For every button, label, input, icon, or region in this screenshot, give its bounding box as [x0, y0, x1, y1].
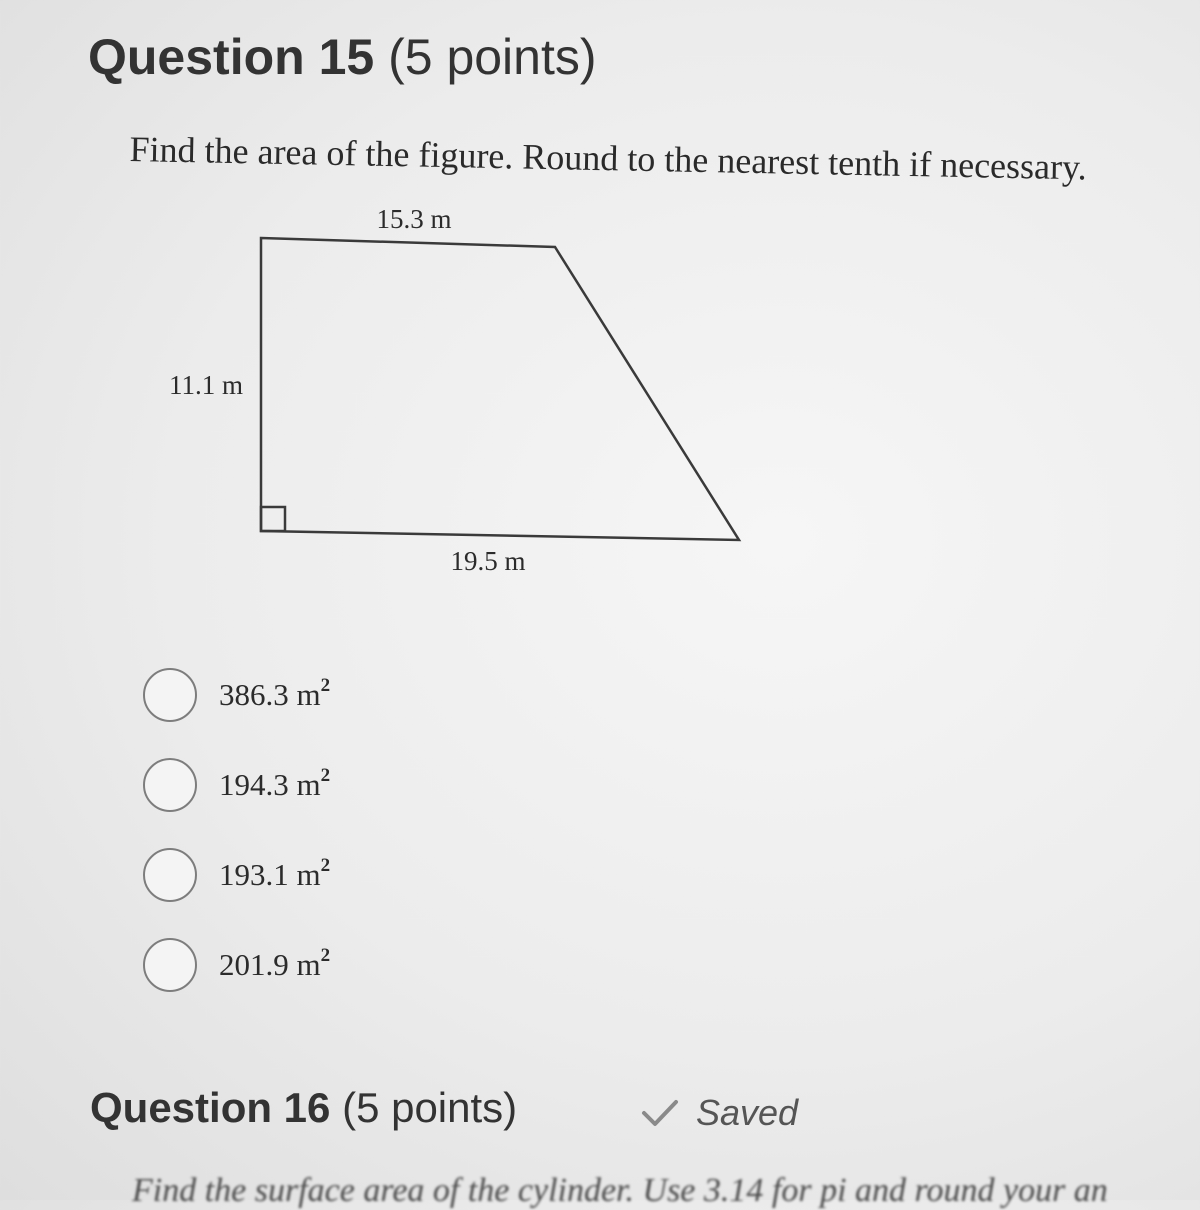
- question-16-number: Question 16: [90, 1084, 331, 1131]
- option-3-radio[interactable]: [143, 848, 197, 902]
- option-4-radio[interactable]: [143, 938, 197, 992]
- saved-status: [640, 1092, 798, 1134]
- option-3[interactable]: [143, 848, 330, 902]
- trapezoid-shape: [261, 238, 739, 540]
- question-16-points: (5 points): [342, 1084, 518, 1131]
- trapezoid-figure: [0, 0, 1200, 600]
- option-1-radio[interactable]: [143, 668, 197, 722]
- question-15-prompt: Find the area of the figure. Round to the nearest tenth if necessary.: [129, 128, 1088, 188]
- option-2-radio[interactable]: [143, 758, 197, 812]
- option-2[interactable]: [143, 758, 330, 812]
- question-15-number: Question 15: [88, 29, 375, 85]
- option-1[interactable]: [143, 668, 330, 722]
- height-label: 11.1 m: [169, 370, 243, 400]
- question-15-points: (5 points): [388, 29, 597, 85]
- saved-label: Saved: [696, 1092, 799, 1133]
- option-3-label: 193.1 $m^2$: [219, 855, 331, 892]
- question-15-heading: [88, 28, 597, 86]
- check-icon: [640, 1098, 680, 1128]
- question-16-prompt: Find the surface area of the cylinder. Use 3.14 for pi and round your an: [132, 1172, 1108, 1209]
- top-base-label: 15.3 m: [376, 204, 452, 234]
- option-1-label: 386.3 $m^2$: [219, 675, 331, 712]
- option-4[interactable]: [143, 938, 330, 992]
- option-4-label: 201.9 $m^2$: [219, 945, 331, 982]
- question-16-heading: [90, 1084, 517, 1132]
- bottom-base-label: 19.5 m: [450, 546, 526, 576]
- option-2-label: 194.3 $m^2$: [219, 765, 331, 802]
- right-angle-marker: [261, 507, 285, 531]
